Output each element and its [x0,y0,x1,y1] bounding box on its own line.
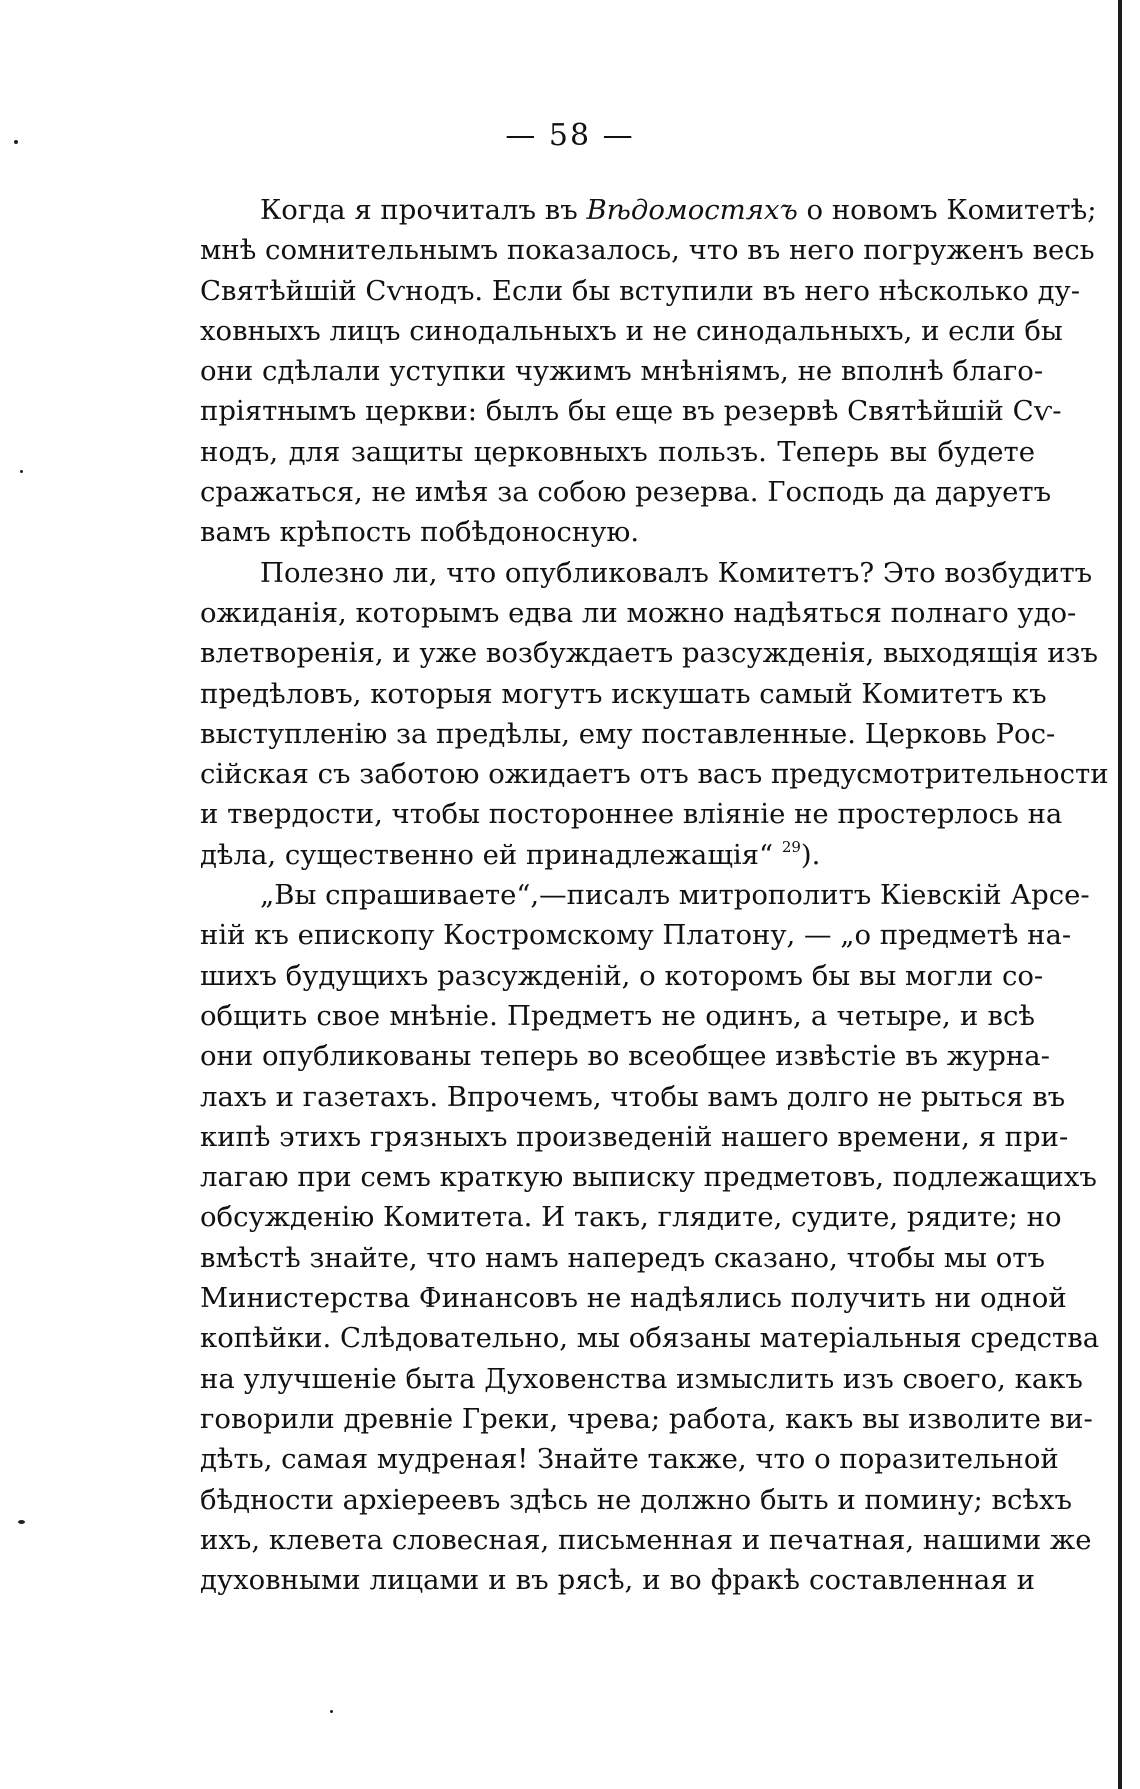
text-line: влетворенія, и уже возбуждаетъ разсужденія, выходящія изъ [200,637,1099,670]
text-line: вмѣстѣ знайте, что намъ напередъ сказано, чтобы мы отъ [200,1241,1046,1274]
text-line: ожиданія, которымъ едва ли можно надѣяться полнаго удо- [200,596,1077,629]
text-line: выступленію за предѣлы, ему поставленные. Церковь Рос- [200,717,1056,750]
text-line: ній къ епископу Костромскому Платону, — „о предметѣ на- [200,919,1072,952]
body-text [200,190,1109,1600]
text-line: Святѣйшій Сѵнодъ. Если бы вступили въ него нѣсколько ду- [200,274,1081,307]
text-line: ихъ, клевета словесная, письменная и печатная, нашими же [200,1523,1092,1556]
text-line: копѣйки. Слѣдовательно, мы обязаны матеріальныя средства [200,1322,1100,1355]
text-line: нодъ, для защиты церковныхъ пользъ. Теперь вы будете [200,435,1035,468]
scan-speck [330,1710,333,1713]
text-line: Когда я прочиталъ въ Вѣдомостяхъ о новомъ Комитетѣ; [260,194,1097,226]
text-line: они опубликованы теперь во всеобщее извѣстіе въ журна- [200,1040,1050,1073]
text-line: общить свое мнѣніе. Предметъ не одинъ, а четыре, и всѣ [200,999,1035,1032]
text-line: лагаю при семъ краткую выписку предметовъ, подлежащихъ [200,1161,1097,1194]
text-line: кипѣ этихъ грязныхъ произведеній нашего времени, я при- [200,1120,1069,1153]
italic-title: Вѣдомостяхъ [586,194,798,226]
text-line: мнѣ сомнительнымъ показалось, что въ него погруженъ весь [200,234,1095,267]
text-line: сійская съ заботою ожидаетъ отъ васъ предусмотрительности [200,758,1109,791]
scan-speck [18,1520,25,1524]
text-line: и твердости, чтобы постороннее вліяніе не простерлось на [200,798,1063,831]
text-line: дѣть, самая мудреная! Знайте также, что о поразительной [200,1443,1059,1476]
text-line: пріятнымъ церкви: былъ бы еще въ резервѣ Святѣйшій Сѵ- [200,395,1062,428]
scan-edge [1118,0,1122,1789]
text-line: на улучшеніе быта Духовенства измыслить изъ своего, какъ [200,1362,1083,1395]
scan-speck [20,470,23,473]
text-line: вамъ крѣпость побѣдоносную. [200,516,640,549]
text-line: обсужденію Комитета. И такъ, глядите, судите, рядите; но [200,1201,1062,1234]
text-line: сражаться, не имѣя за собою резерва. Господь да даруетъ [200,476,1052,509]
text-line: ховныхъ лицъ синодальныхъ и не синодальныхъ, и если бы [200,314,1063,347]
text-line: Полезно ли, что опубликовалъ Комитетъ? Это возбудитъ [260,556,1093,589]
text-line: предѣловъ, которыя могутъ искушать самый Комитетъ къ [200,677,1047,710]
text-line: шихъ будущихъ разсужденій, о которомъ бы вы могли со- [200,959,1044,992]
text-line: бѣдности архіереевъ здѣсь не должно быть и помину; всѣхъ [200,1483,1072,1516]
text-line: „Вы спрашиваете“,—писалъ митрополитъ Кіевскій Арсе- [260,879,1090,912]
text-line: они сдѣлали уступки чужимъ мнѣніямъ, не вполнѣ благо- [200,355,1044,388]
footnote-ref: 29 [781,837,801,856]
text-line: говорили древніе Греки, чрева; работа, какъ вы изволите ви- [200,1402,1093,1435]
text-line: Министерства Финансовъ не надѣялись получить ни одной [200,1282,1067,1315]
text-line: дѣла, существенно ей принадлежащія“ $^{29}$). [200,837,821,871]
page-number: — 58 — [505,118,635,153]
text-line: духовными лицами и въ рясѣ, и во фракѣ составленная и [200,1564,1035,1597]
text-line: лахъ и газетахъ. Впрочемъ, чтобы вамъ долго не рыться въ [200,1080,1066,1113]
